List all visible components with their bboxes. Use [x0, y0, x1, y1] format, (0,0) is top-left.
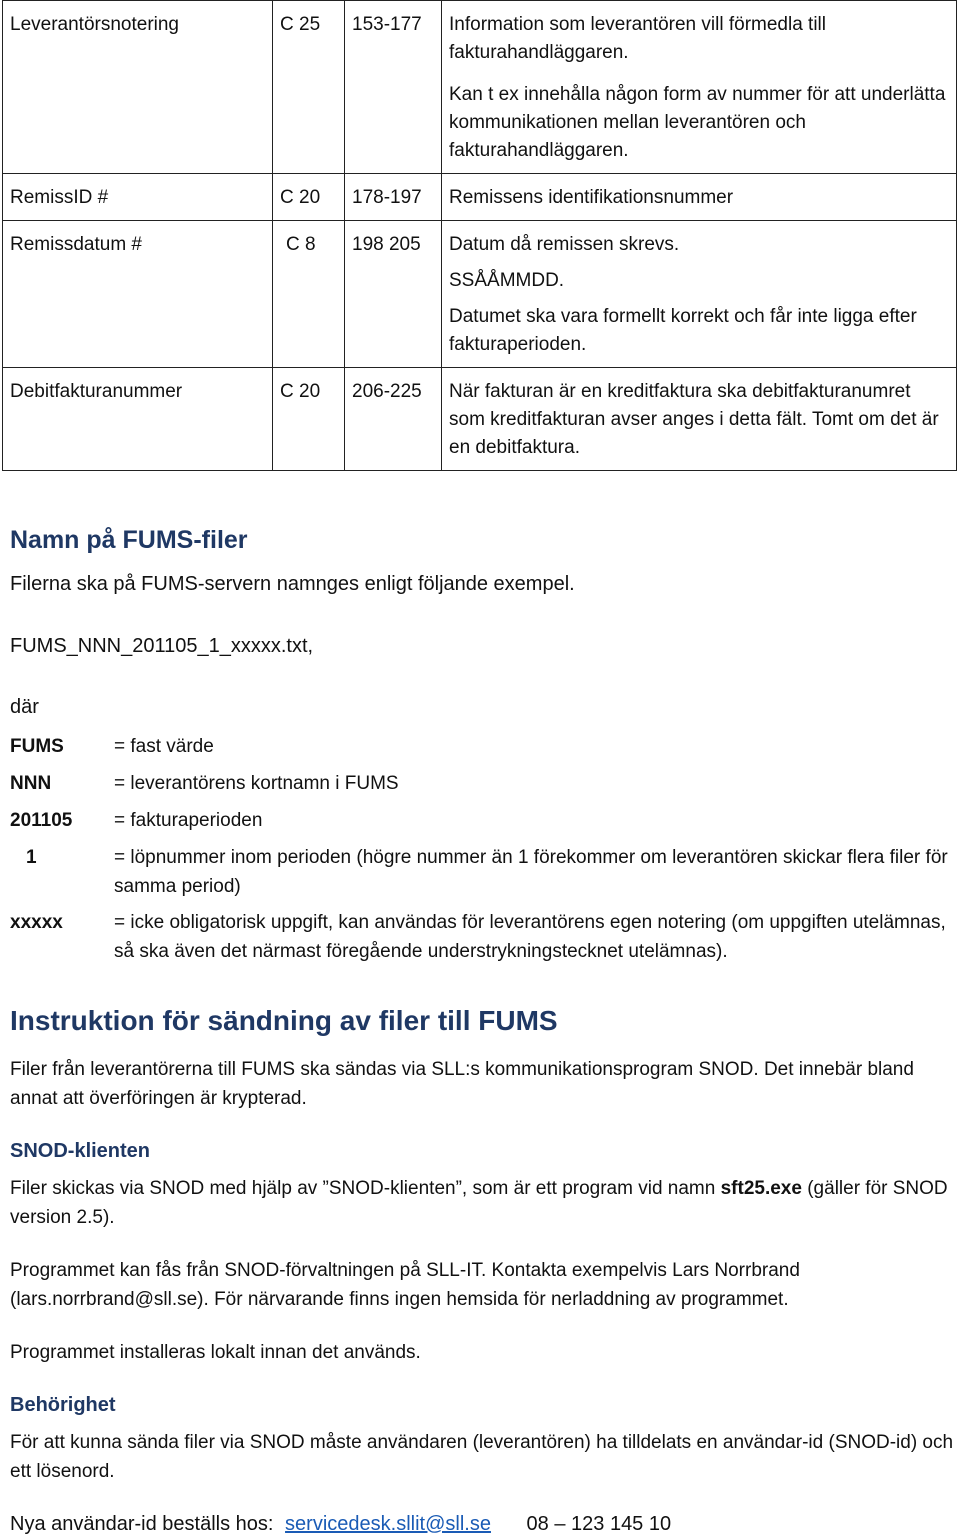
field-spec-table — [2, 0, 957, 471]
field-description — [442, 368, 957, 471]
part-description: = icke obligatorisk uppgift, kan användas för leverantörens egen notering (om uppgiften utelämnas, så ska även det närmast föregående understrykningstecknet utelämnas). — [114, 912, 946, 962]
order-label: Nya användar-id beställs hos: — [10, 1513, 274, 1535]
naming-heading: Namn på FUMS-filer — [10, 526, 248, 554]
table-row — [3, 221, 957, 368]
part-key: 201105 — [10, 810, 73, 831]
description-text: Datumet ska vara formellt korrekt och får inte ligga efter fakturaperioden. — [449, 306, 917, 355]
field-name: Leverantörsnotering — [3, 1, 273, 174]
field-description — [442, 221, 957, 368]
field-name: RemissID # — [3, 174, 273, 221]
servicedesk-email-link[interactable]: servicedesk.sllit@sll.se — [285, 1513, 491, 1535]
field-name: Debitfakturanummer — [3, 368, 273, 471]
part-key: NNN — [10, 773, 52, 794]
description-text: Datum då remissen skrevs. — [449, 234, 680, 255]
description-text: Remissens identifikationsnummer — [449, 187, 734, 208]
naming-intro: Filerna ska på FUMS-servern namnges enligt följande exempel. — [10, 573, 575, 595]
field-position: 178-197 — [345, 174, 442, 221]
order-phone: 08 – 123 145 10 — [526, 1513, 672, 1535]
filename-example: FUMS_NNN_201105_1_xxxxx.txt, — [10, 635, 314, 657]
table-row — [3, 1, 957, 174]
description-text: SSÅÅMMDD. — [449, 270, 565, 291]
part-key: xxxxx — [10, 912, 63, 933]
access-heading: Behörighet — [10, 1394, 116, 1416]
field-name: Remissdatum # — [3, 221, 273, 368]
field-type: C 25 — [273, 1, 345, 174]
field-description — [442, 174, 957, 221]
snod-install-paragraph: Programmet installeras lokalt innan det används. — [10, 1342, 421, 1363]
access-paragraph: För att kunna sända filer via SNOD måste användaren (leverantören) ha tilldelats en användar-id (SNOD-id) och ett lösenord. — [10, 1432, 954, 1482]
field-type: C 20 — [273, 174, 345, 221]
part-description: = leverantörens kortnamn i FUMS — [114, 773, 399, 794]
description-text: När fakturan är en kreditfaktura ska debitfakturanumret som kreditfakturan avser anges i detta fält. Tomt om det är en debitfaktura. — [449, 381, 939, 458]
snod-availability-paragraph: Programmet kan fås från SNOD-förvaltningen på SLL-IT. Kontakta exempelvis Lars Norrbrand (lars.norrbrand@sll.se). För närvarande finns ingen hemsida för nerladdning av programmet. — [10, 1260, 800, 1310]
snod-client-paragraph — [10, 1174, 955, 1232]
table-row — [3, 174, 957, 221]
part-description: = löpnummer inom perioden (högre nummer än 1 förekommer om leverantören skickar flera filer för samma period) — [114, 847, 948, 897]
description-text: Kan t ex innehålla någon form av nummer för att underlätta kommunikationen mellan leverantören och fakturahandläggaren. — [449, 84, 946, 161]
part-key: 1 — [26, 847, 37, 868]
table-row — [3, 368, 957, 471]
field-type: C 20 — [273, 368, 345, 471]
field-position: 206-225 — [345, 368, 442, 471]
part-description: = fakturaperioden — [114, 810, 263, 831]
where-label: där — [10, 696, 39, 718]
instruction-intro: Filer från leverantörerna till FUMS ska sändas via SLL:s kommunikationsprogram SNOD. Det innebär bland annat att överföringen är krypterad. — [10, 1059, 914, 1109]
field-position: 153-177 — [345, 1, 442, 174]
instruction-heading: Instruktion för sändning av filer till FUMS — [10, 1005, 558, 1036]
field-description — [442, 1, 957, 174]
order-line — [10, 1510, 671, 1539]
part-description: = fast värde — [114, 736, 214, 757]
part-key: FUMS — [10, 736, 64, 757]
snod-client-heading: SNOD-klienten — [10, 1140, 151, 1162]
description-text: Information som leverantören vill förmedla till fakturahandläggaren. — [449, 14, 826, 63]
field-position: 198 205 — [345, 221, 442, 368]
snod-text-pre: Filer skickas via SNOD med hjälp av ”SNOD-klienten”, som är ett program vid namn — [10, 1178, 721, 1199]
snod-text-post: (gäller för SNOD version 2.5). — [10, 1178, 948, 1228]
program-name: sft25.exe — [720, 1178, 802, 1199]
field-type: C 8 — [273, 221, 345, 368]
